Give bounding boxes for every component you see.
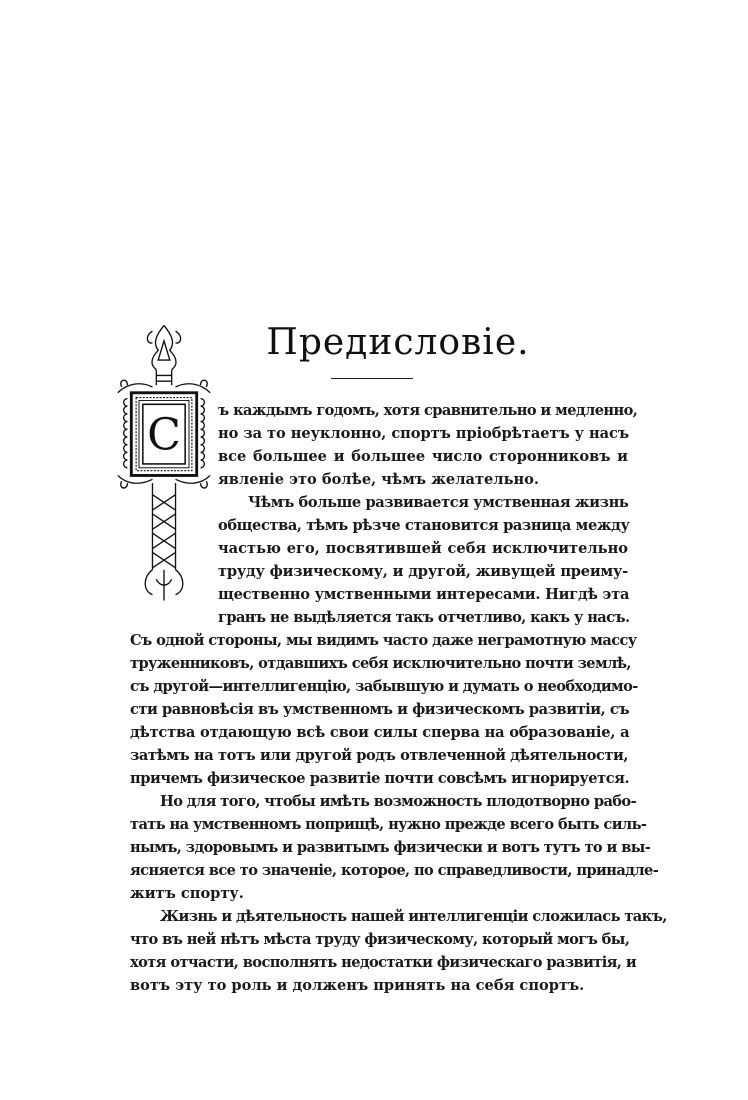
text-line: общества, тѣмъ рѣзче становится разница между [218,517,630,534]
text-line: Но для того, чтобы имѣть возможность плодотворно рабо- [160,793,637,810]
text-line: частью его, посвятившей себя исключительно [218,540,628,557]
text-line: труженниковъ, отдавшихъ себя исключительно почти землѣ, [130,655,631,672]
text-line: ясняется все то значеніе, которое, по справедливости, принадле- [130,862,659,879]
text-line: Съ одной стороны, мы видимъ часто даже неграмотную массу [130,632,637,649]
text-line: дѣтства отдающую всѣ свои силы сперва на образованіе, а [130,724,630,741]
text-line: сти равновѣсія въ умственномъ и физическомъ развитіи, съ [130,701,630,718]
text-line: ъ каждымъ годомъ, хотя сравнительно и медленно, [218,402,638,419]
text-line: съ другой—интеллигенцію, забывшую и думать о необходимо- [130,678,638,695]
text-line: житъ спорту. [130,885,244,902]
text-line: вотъ эту то роль и долженъ принять на себя спортъ. [130,977,585,994]
text-line: причемъ физическое развитіе почти совсѣмъ игнорируется. [130,770,630,787]
drop-cap-letter: С [147,409,181,461]
text-line: затѣмъ на тотъ или другой родъ отвлеченной дѣятельности, [130,747,628,764]
text-line: щественно умственными интересами. Нигдѣ эта [218,586,630,603]
text-line: тать на умственномъ поприщѣ, нужно прежде всего быть силь- [130,816,647,833]
text-line: явленіе это болѣе, чѣмъ желательно. [218,471,539,488]
page-title: Предисловіе. [266,322,530,363]
text-line: но за то неуклонно, спортъ пріобрѣтаетъ у насъ [218,425,629,442]
title-rule [331,378,413,379]
text-line: труду физическому, и другой, живущей преиму- [218,563,628,580]
text-line: нымъ, здоровымъ и развитымъ физически и вотъ тутъ то и вы- [130,839,651,856]
text-line: все большее и большее число сторонниковъ и [218,448,628,465]
text-line: хотя отчасти, восполнять недостатки физическаго развитія, и [130,954,637,971]
text-line: Жизнь и дѣятельность нашей интеллигенціи сложилась такъ, [160,908,667,925]
text-line: что въ ней нѣтъ мѣста труду физическому, который могъ бы, [130,931,630,948]
text-line: Чѣмъ больше развивается умственная жизнь [248,494,629,511]
preface-body [130,399,667,997]
text-line: гранъ не выдѣляется такъ отчетливо, какъ у насъ. [218,609,630,626]
